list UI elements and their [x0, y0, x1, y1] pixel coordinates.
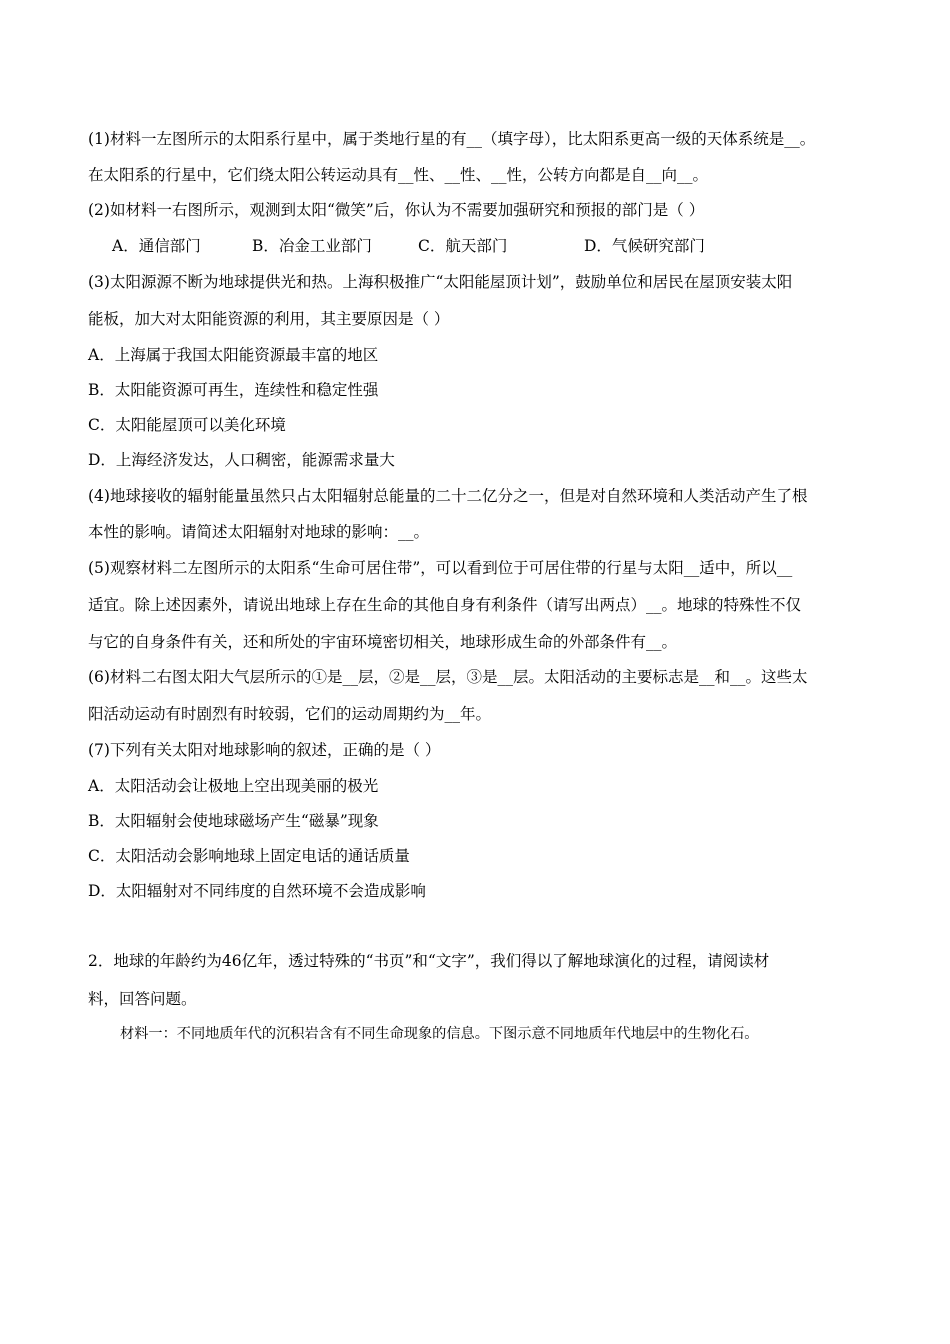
option-c: C．太阳活动会影响地球上固定电话的通话质量	[88, 847, 410, 865]
q1-part5-line2: 适宜。除上述因素外，请说出地球上存在生命的其他自身有利条件（请写出两点）__。地球的特殊性不仅	[88, 596, 802, 614]
q1-part3-line2: 能板，加大对太阳能资源的利用，其主要原因是（ ）	[88, 310, 450, 328]
option-b: B．太阳辐射会使地球磁场产生“磁暴”现象	[88, 812, 379, 830]
q1-part1-line1: (1)材料一左图所示的太阳系行星中，属于类地行星的有__（填字母），比太阳系更高一级的天体系统是__。	[88, 130, 816, 148]
q1-part5-line3: 与它的自身条件有关，还和所处的宇宙环境密切相关，地球形成生命的外部条件有__。	[88, 633, 678, 651]
q1-part4-line2: 本性的影响。请简述太阳辐射对地球的影响：__。	[88, 523, 430, 541]
q1-part2-question: (2)如材料一右图所示，观测到太阳“微笑”后，你认为不需要加强研究和预报的部门是（ ）	[88, 201, 705, 219]
q2-line1: 2．地球的年龄约为46亿年，透过特殊的“书页”和“文字”，我们得以了解地球演化的过程，请阅读材	[88, 952, 770, 970]
option-d: D．上海经济发达，人口稠密，能源需求量大	[88, 451, 395, 469]
option-a: A．通信部门	[112, 237, 201, 255]
q2-material-1: 材料一：不同地质年代的沉积岩含有不同生命现象的信息。下图示意不同地质年代地层中的生物化石。	[120, 1026, 759, 1042]
q2-line2: 料，回答问题。	[88, 990, 197, 1008]
q1-part1-line2: 在太阳系的行星中，它们绕太阳公转运动具有__性、__性、__性，公转方向都是自__向__。	[88, 166, 709, 184]
q1-part6-line2: 阳活动运动有时剧烈有时较弱，它们的运动周期约为__年。	[88, 705, 492, 723]
option-a: A．上海属于我国太阳能资源最丰富的地区	[88, 346, 379, 364]
option-c: C．太阳能屋顶可以美化环境	[88, 416, 286, 434]
q1-part2-options	[112, 236, 890, 256]
q1-part4-line1: (4)地球接收的辐射能量虽然只占太阳辐射总能量的二十二亿分之一，但是对自然环境和人类活动产生了根	[88, 487, 808, 505]
option-b: B．冶金工业部门	[252, 237, 372, 255]
option-b: B．太阳能资源可再生，连续性和稳定性强	[88, 381, 379, 399]
q1-part5-line1: (5)观察材料二左图所示的太阳系“生命可居住带”，可以看到位于可居住带的行星与太阳__适中，所以__	[88, 559, 793, 577]
option-d: D．太阳辐射对不同纬度的自然环境不会造成影响	[88, 882, 426, 900]
option-c: C．航天部门	[418, 237, 508, 255]
option-a: A．太阳活动会让极地上空出现美丽的极光	[88, 777, 379, 795]
q1-part3-line1: (3)太阳源源不断为地球提供光和热。上海积极推广“太阳能屋顶计划”，鼓励单位和居民在屋顶安装太阳	[88, 273, 793, 291]
option-d: D．气候研究部门	[584, 237, 705, 255]
q1-part7-question: (7)下列有关太阳对地球影响的叙述，正确的是（ ）	[88, 741, 441, 759]
q1-part6-line1: (6)材料二右图太阳大气层所示的①是__层，②是__层，③是__层。太阳活动的主要标志是__和__。这些太	[88, 668, 808, 686]
